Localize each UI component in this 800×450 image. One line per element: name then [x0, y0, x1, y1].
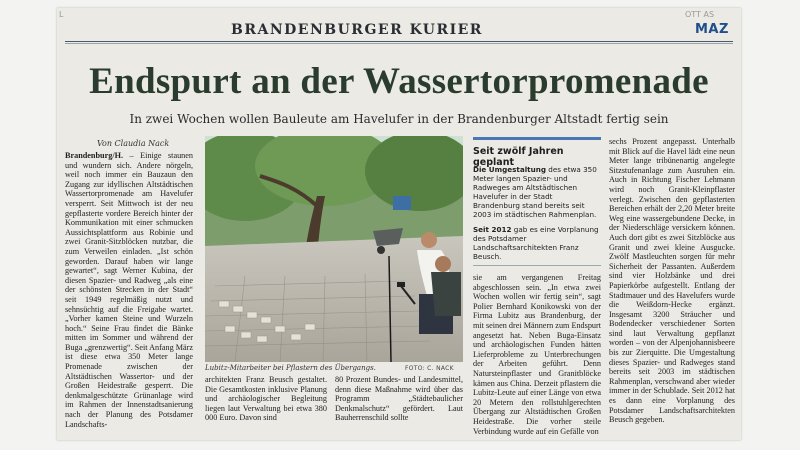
info-box-paragraph-1	[473, 165, 601, 219]
info-box-paragraph-2	[473, 225, 601, 261]
header-rule-thin	[65, 43, 733, 44]
bleed-text-left: L	[59, 10, 64, 19]
info-box	[473, 137, 601, 267]
info-box-accent-bar	[473, 137, 601, 140]
info-box-text-2: gab es eine Vorplanung des Potsdamer Landschaftsarchitekten Franz Beusch.	[473, 225, 599, 261]
brand-logo: MAZ	[695, 22, 729, 37]
article-subheadline: In zwei Wochen wollen Bauleute am Havelufer in der Brandenburger Altstadt fertig sein	[129, 112, 669, 126]
article-column-2a: architekten Franz Beusch gestaltet. Die Gesamtkosten inklusive Planung und archäologischer Begleitung liegen laut Verwaltung bei etwa 380 000 Euro. Davon sind	[205, 375, 327, 423]
info-box-bottom-rule	[473, 265, 601, 266]
section-title: BRANDENBURGER KURIER	[231, 22, 483, 38]
info-box-text-1: des etwa 350 Meter langen Spazier- und Radweges am Altstädtischen Havelufer in der Stadt Brandenburg stand bereits seit 2003 im städtischen Rahmenplan.	[473, 165, 597, 219]
article-column-4: sechs Prozent angepasst. Unterhalb mit Blick auf die Havel lädt eine neun Meter lange tribünenartig angelegte Sitzstufenanlage zum Ausruhen ein. Auch in Richtung Fischer Lehmann wird noch Granit-Kleinpflaster verlegt. Zwischen den gepflasterten Bereichen erhält der 2,20 Meter breite Weg eine wassergebundene Decke, in der Niederschläge versickern können. Auch dort gibt es zwei Sitzblöcke aus Granit und zwei kleine Ausgucke. Zwölf Mastleuchten sorgen für mehr Sicherheit der Passanten. Außerdem sind vier Holzbänke und drei Papierkörbe aufgestellt. Entlang der Stadtmauer und des Havelufers wurde die Weißdorn-Hecke ergänzt. Insgesamt 3200 Sträucher und Bodendecker verschiedener Sorten sind laut Verwaltung gepflanzt worden – von der Alpenjohannisbeere bis zur Zierquitte. Die Umgestaltung dieses Spazier- und Radweges stand bereits seit 2003 im städtischen Rahmenplan, verschwand aber wieder immer in der Schublade. Seit 2012 hat es dann eine Vorplanung des Potsdamer Landschaftsarchitekten Beusch gegeben.	[609, 137, 735, 425]
dateline: Brandenburg/H.	[65, 151, 124, 160]
bleed-text-right: OTT AS	[685, 10, 715, 19]
article-column-3: sie am vergangenen Freitag abgeschlossen sein. „In etwa zwei Wochen wollen wir fertig sein“, sagt Polier Bernhard Konikowski von der Firma Lubitz aus Brandenburg, der mit seinen drei Männern zum Endspurt angesetzt hat. Neben Buga-Einsatz und archäologischen Funden hätten Lieferprobleme zu Unterbrechungen der Arbeiten geführt. Denn Natursteinpflaster und Granitblöcke kämen aus China. Derzeit pflastern die Lubitz-Leute auf einer Länge von etwa 20 Metern den rollstuhlgerechten Übergang zur Altstädtischen Großen Heidestraße. Die vorher steile Verbindung wurde auf ein Gefälle von	[473, 273, 601, 436]
article-photo	[205, 136, 463, 362]
info-box-lead-2: Seit 2012	[473, 225, 512, 234]
photo-image	[205, 136, 463, 362]
article-column-1	[65, 151, 193, 437]
newspaper-page	[57, 8, 741, 440]
article-headline: Endspurt an der Wassertorpromenade	[89, 61, 709, 102]
photo-caption: Lubitz-Mitarbeiter bei Pflastern des Übergangs.	[205, 364, 376, 372]
info-box-lead-1: Die Umgestaltung	[473, 165, 546, 174]
photo-credit: FOTO: C. NACK	[405, 365, 454, 372]
info-box-title: Seit zwölf Jahren geplant	[473, 146, 564, 168]
header-rule-bottom	[65, 41, 733, 42]
column-1-text: – Einige staunen und wundern sich. Andere nörgeln, weil noch immer ein Bauzaun den Zugang zur idyllischen Altstädtischen Wassertorpromenade am Havelufer versperrt. Seit Mittwoch ist der neu gepflasterte vordere Bereich hinter der Kommunikation mit einer schmucken Aussichtsplattform aus Robinie und zwei Granit-Sitzblöcken nutzbar, die zum Verweilen einladen. „Ist schön geworden. Darauf haben wir lange gewartet“, sagt Werner Kubina, der diesen Spazier- und Radweg „als eine der schönsten Strecken in der Stadt“ seit 1949 regelmäßig nutzt und sehnsüchtig auf die Freigabe wartet. „Vorher kamen Steine und Wurzeln hoch.“ Seine Frau findet die Bänke mitten im Sommer und während der Buga „grenzwertig“. Seit Anfang März ist diese etwa 350 Meter lange Promenade zwischen der Altstädtischen Wassertor- und der Großen Heidestraße gesperrt. Die denkmalgeschützte Grünanlage wird im Rahmen der Innenstadtsanierung nach der Planung des Potsdamer Landschafts-	[65, 151, 193, 429]
article-byline: Von Claudia Nack	[97, 139, 170, 148]
article-column-2b: 80 Prozent Bundes- und Landesmittel, denn diese Maßnahme wird über das Programm „Städtebaulicher Denkmalschutz“ gefördert. Laut Bauherrenschild sollte	[335, 375, 463, 423]
